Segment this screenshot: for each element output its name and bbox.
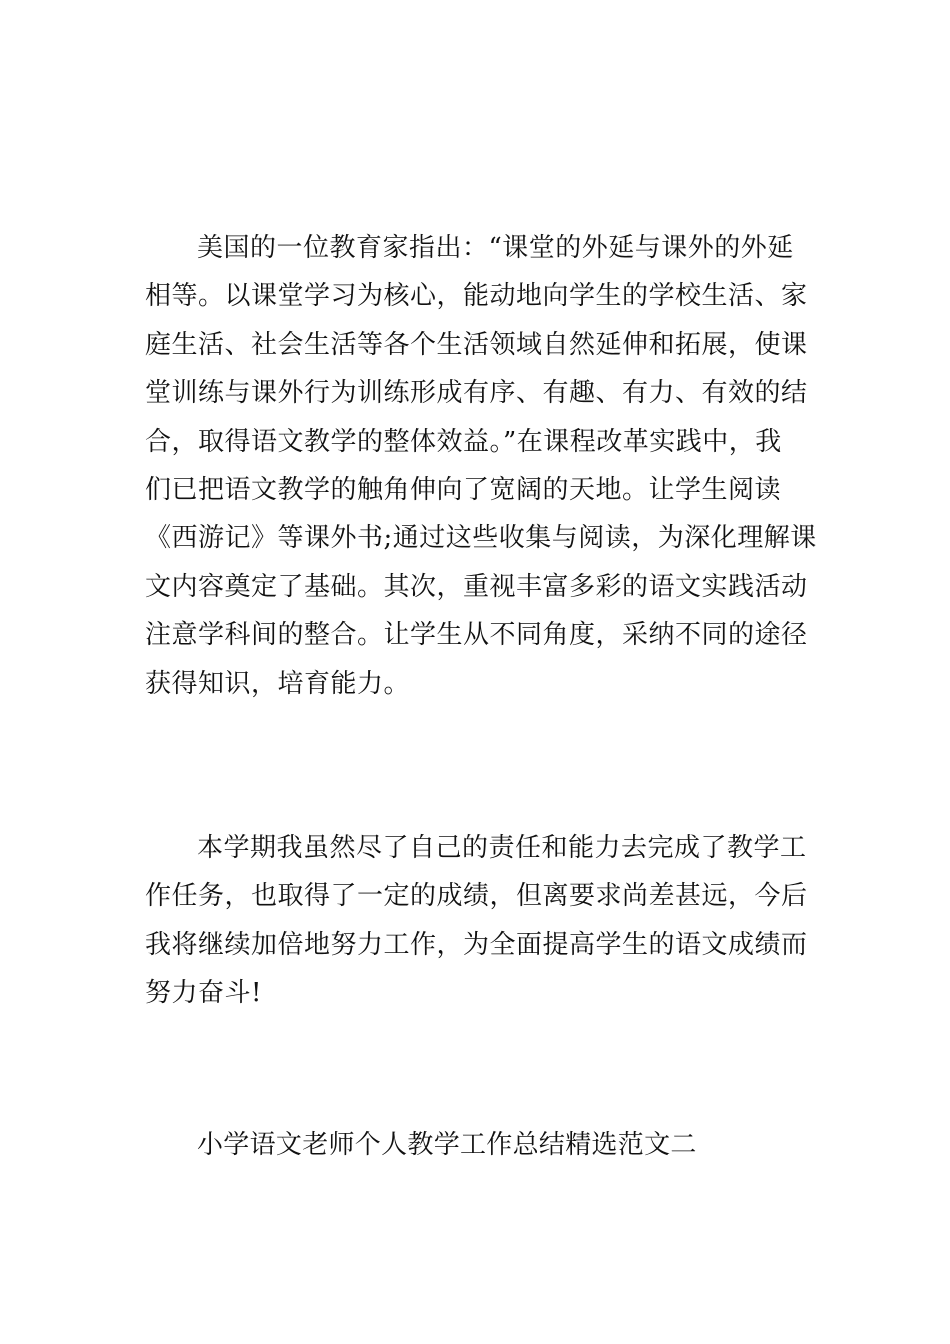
paragraph-line: 获得知识，培育能力。 bbox=[145, 668, 411, 699]
section-heading: 小学语文老师个人教学工作总结精选范文二 bbox=[197, 1130, 697, 1160]
paragraph-line: 美国的一位教育家指出：“课堂的外延与课外的外延 bbox=[197, 233, 794, 263]
paragraph-line: 相等。以课堂学习为核心，能动地向学生的学校生活、家 bbox=[145, 281, 808, 312]
body-paragraph bbox=[145, 224, 817, 708]
paragraph-line: 堂训练与课外行为训练形成有序、有趣、有力、有效的结 bbox=[145, 378, 808, 409]
paragraph-line: 作任务，也取得了一定的成绩，但离要求尚差甚远，今后 bbox=[145, 881, 808, 912]
paragraph-line: 《西游记》等课外书;通过这些收集与阅读，为深化理解课 bbox=[145, 523, 817, 554]
paragraph-line: 合，取得语文教学的整体效益。”在课程改革实践中，我 bbox=[145, 426, 782, 457]
paragraph-line: 文内容奠定了基础。其次，重视丰富多彩的语文实践活动 bbox=[145, 571, 808, 602]
paragraph-line: 们已把语文教学的触角伸向了宽阔的天地。让学生阅读 bbox=[145, 474, 782, 505]
paragraph-line: 庭生活、社会生活等各个生活领域自然延伸和拓展，使课 bbox=[145, 329, 808, 360]
paragraph-line: 本学期我虽然尽了自己的责任和能力去完成了教学工 bbox=[197, 833, 807, 863]
paragraph-line: 努力奋斗! bbox=[145, 978, 262, 1009]
paragraph-line: 我将继续加倍地努力工作，为全面提高学生的语文成绩而 bbox=[145, 929, 808, 960]
body-paragraph bbox=[145, 824, 811, 1018]
paragraph-line: 注意学科间的整合。让学生从不同角度，采纳不同的途径 bbox=[145, 620, 808, 651]
